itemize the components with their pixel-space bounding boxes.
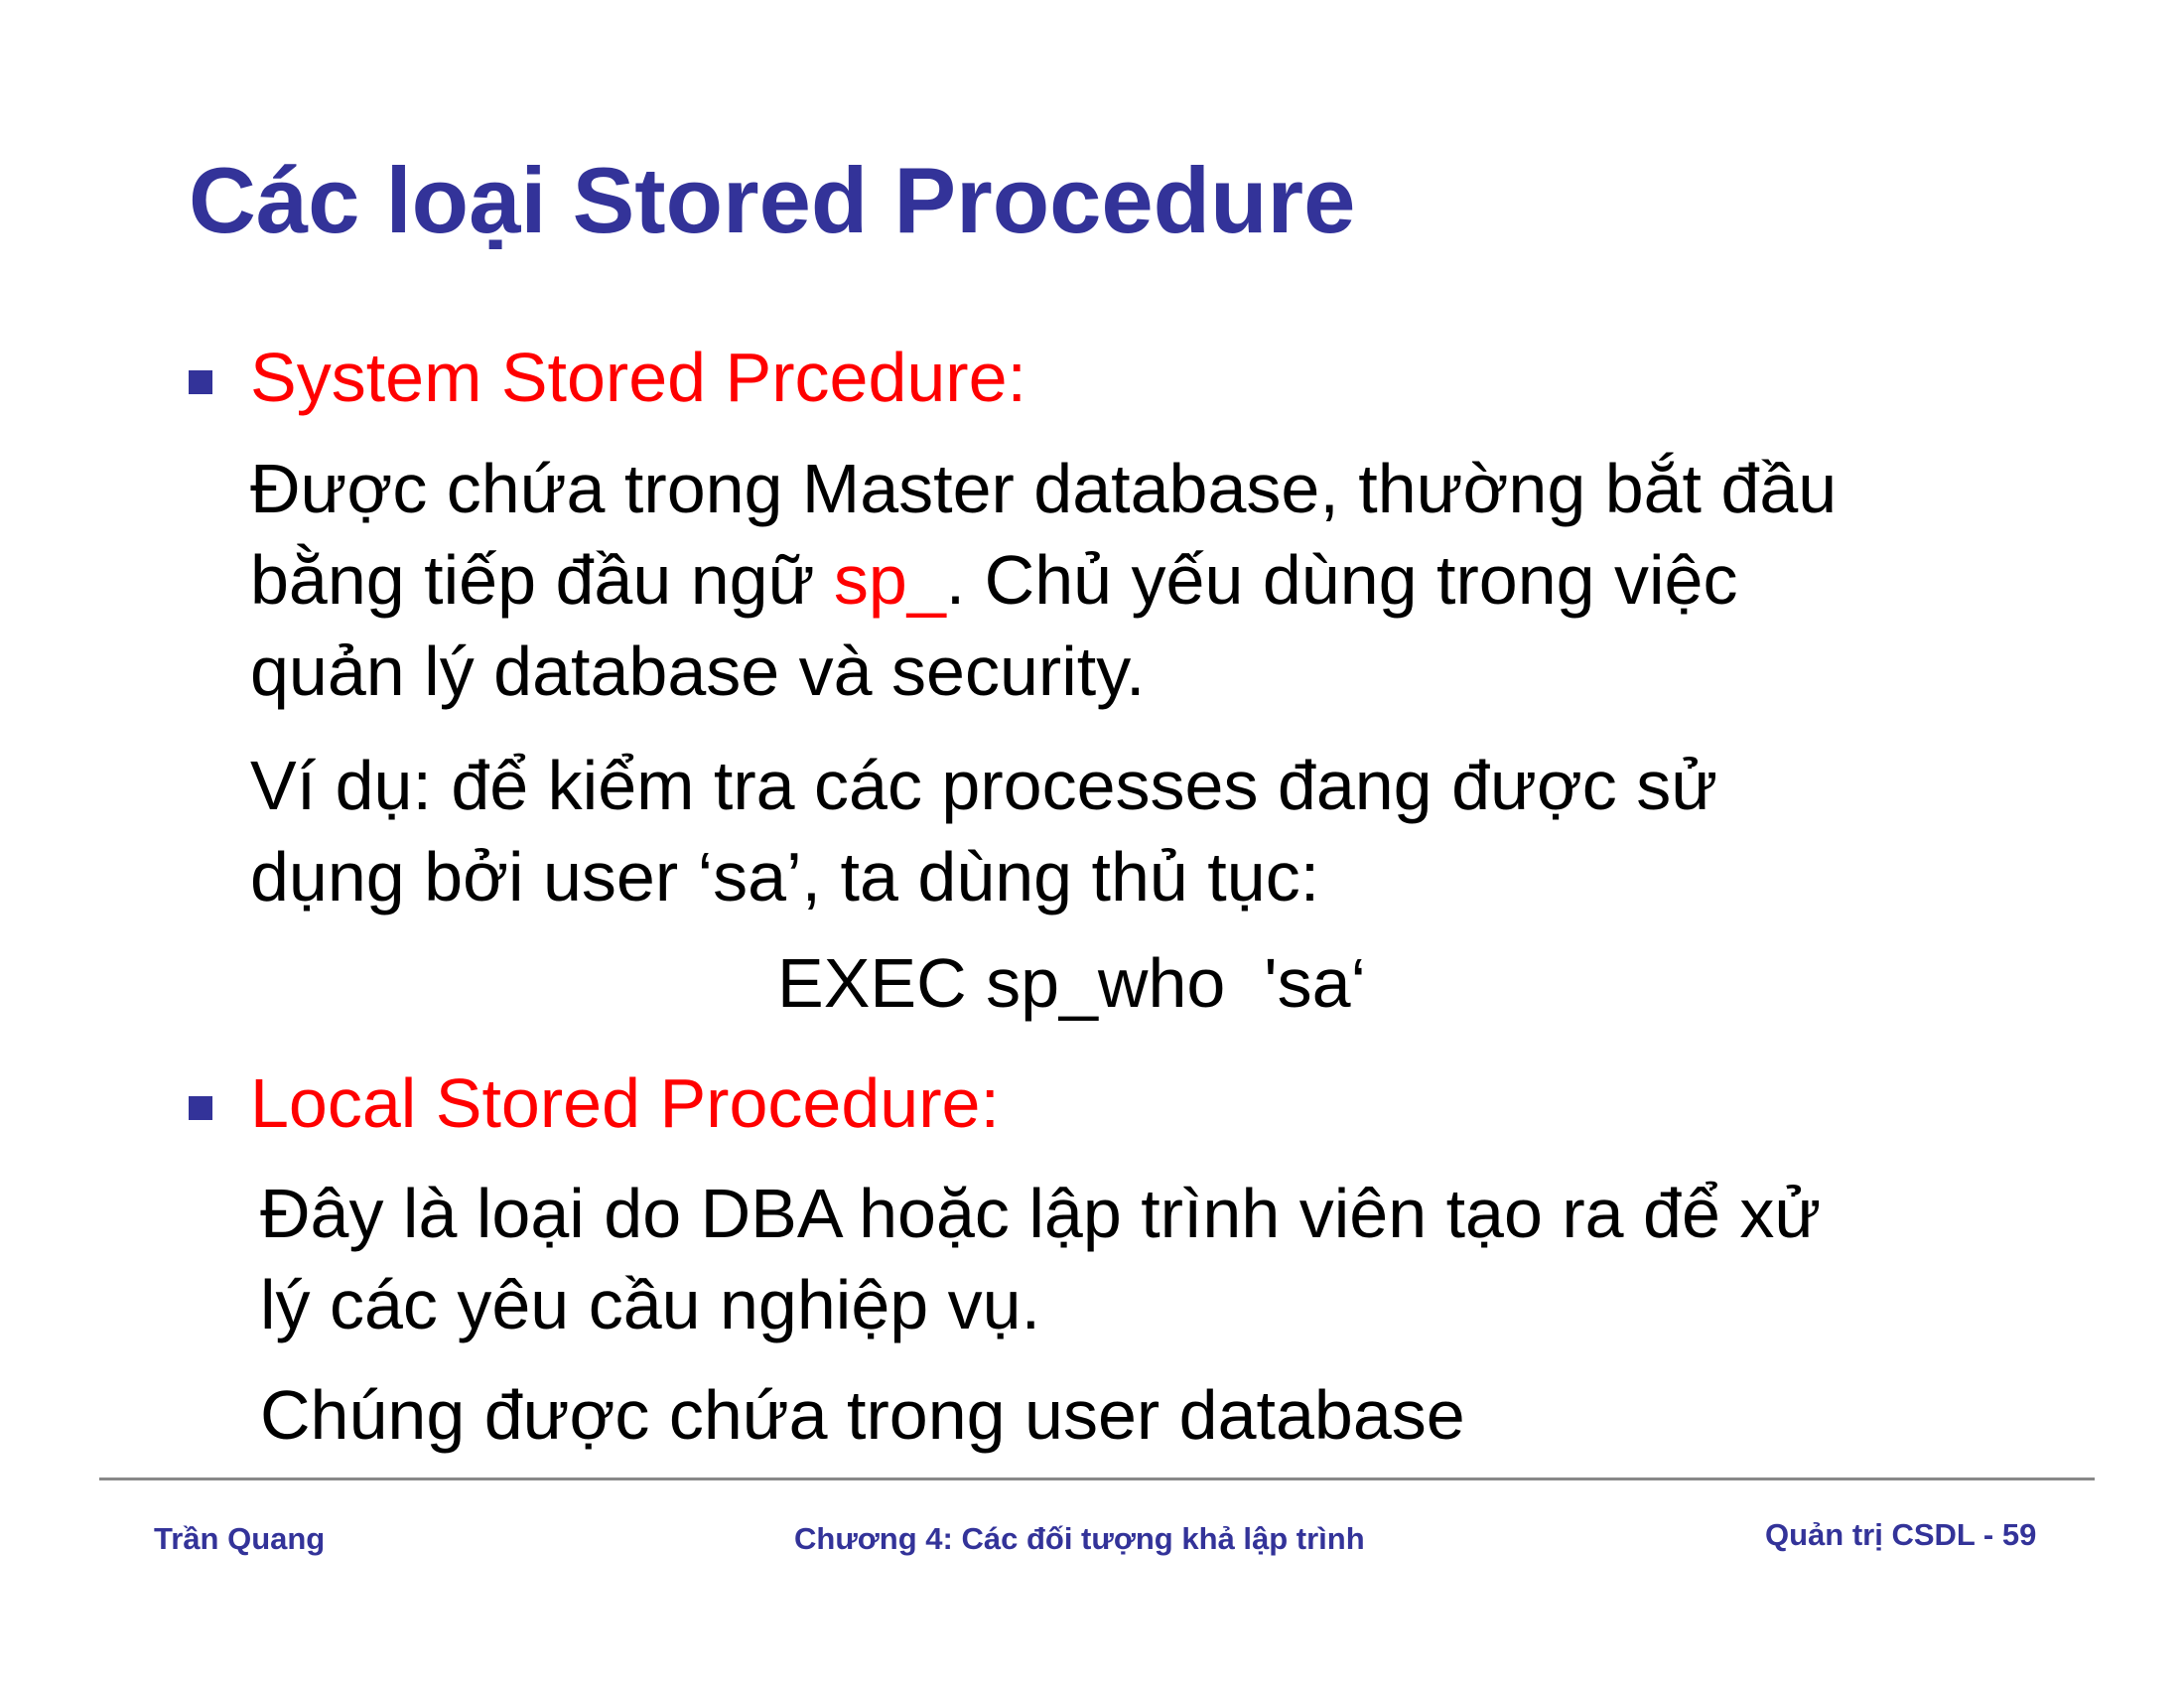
section-heading-system: System Stored Prcedure: bbox=[250, 339, 1026, 416]
section2-para1-line1: Đây là loại do DBA hoặc lập trình viên tạo ra để xử bbox=[260, 1175, 1822, 1252]
section2-paragraph1 bbox=[260, 1168, 1821, 1350]
section-heading-local: Local Stored Procedure: bbox=[250, 1064, 1000, 1142]
section1-paragraph1 bbox=[250, 443, 1837, 717]
square-bullet-icon bbox=[189, 1096, 212, 1120]
footer-chapter: Chương 4: Các đối tượng khả lập trình bbox=[794, 1521, 1365, 1556]
sp-prefix-highlight: sp_ bbox=[833, 541, 946, 619]
section2-para1-line2: lý các yêu cầu nghiệp vụ. bbox=[260, 1266, 1041, 1343]
section1-para2-line2: dụng bởi user ‘sa’, ta dùng thủ tục: bbox=[250, 838, 1320, 915]
section1-para2-line1: Ví dụ: để kiểm tra các processes đang được sử bbox=[250, 747, 1718, 824]
section1-para1-line3: quản lý database và security. bbox=[250, 633, 1146, 710]
footer-author: Trần Quang bbox=[154, 1521, 326, 1556]
section1-para1-line2 bbox=[250, 534, 1837, 626]
line2-pre-text: bằng tiếp đầu ngữ bbox=[250, 541, 834, 619]
section2-paragraph2: Chúng được chứa trong user database bbox=[260, 1376, 1465, 1454]
line2-post-text: . Chủ yếu dùng trong việc bbox=[945, 541, 1738, 619]
slide-title: Các loại Stored Procedure bbox=[189, 148, 1356, 252]
code-example: EXEC sp_who 'sa‘ bbox=[777, 944, 1367, 1022]
footer-page-number: Quản trị CSDL - 59 bbox=[1765, 1517, 2037, 1552]
square-bullet-icon bbox=[189, 370, 212, 394]
section1-paragraph2 bbox=[250, 740, 1717, 922]
section1-para1-line1: Được chứa trong Master database, thường bắt đầu bbox=[250, 450, 1838, 527]
footer-divider bbox=[99, 1477, 2095, 1480]
